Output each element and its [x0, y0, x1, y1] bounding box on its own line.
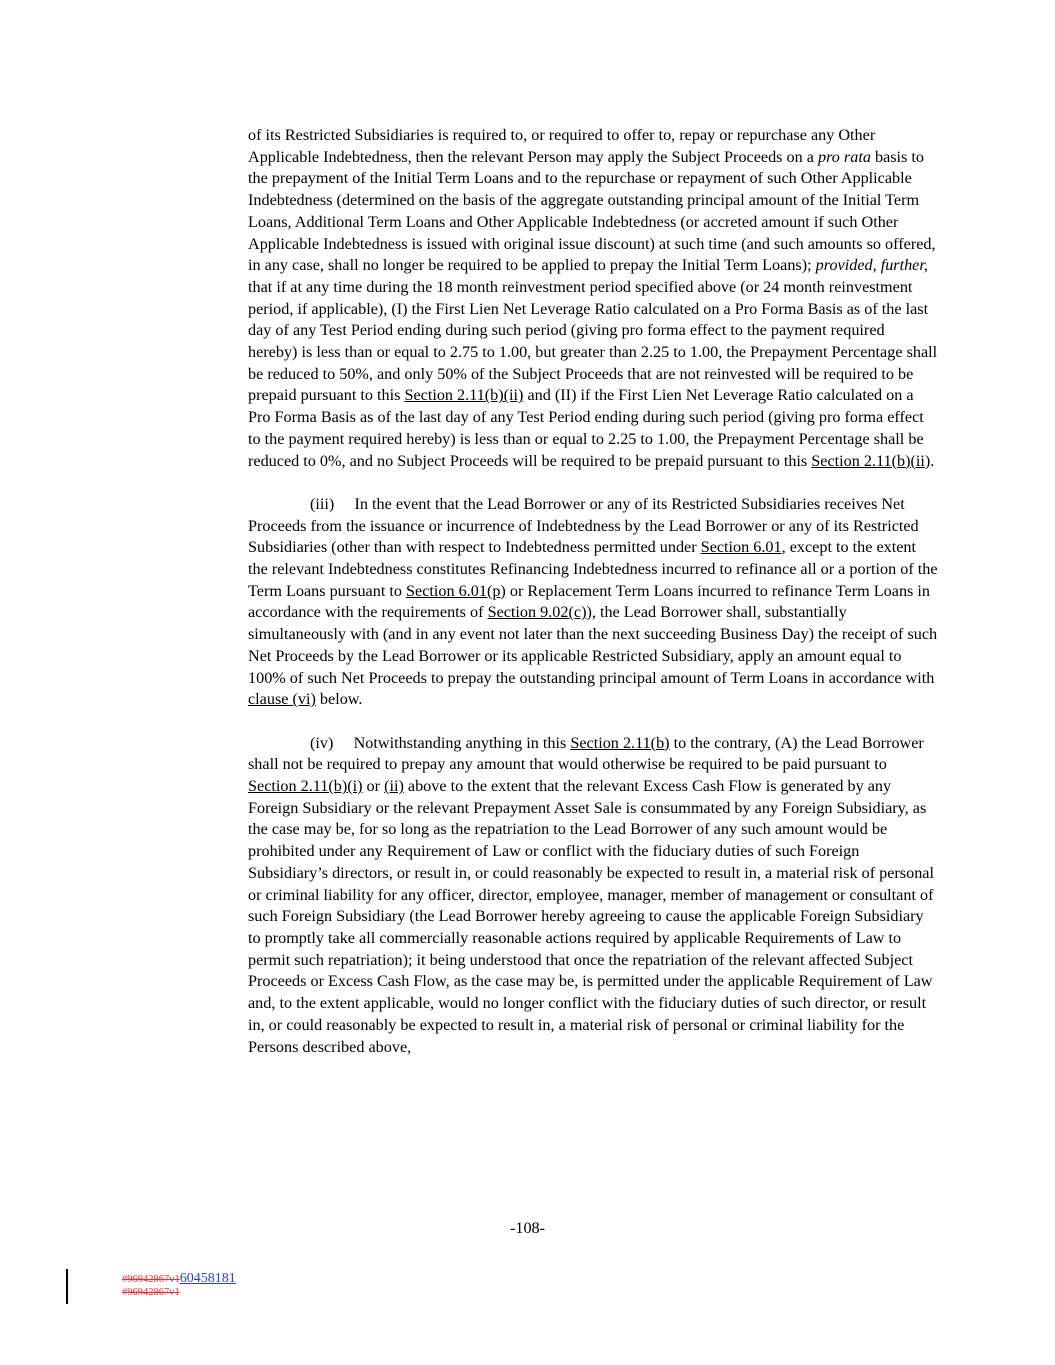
- section-reference: Section 2.11(b)(ii): [811, 451, 931, 470]
- section-reference: Section 2.11(b)(ii): [404, 386, 524, 405]
- paragraph-iii: (iii) In the event that the Lead Borrower or any of its Restricted Subsidiaries receives Net Proceeds from the issuance or incurrence of Indebtedness by the Lead Borrower or any of its Restricted Subsidiaries (other than with respect to Indebtedness permitted under Section 6.01, except to the extent the relevant Indebtedness constitutes Refinancing Indebtedness incurred to refinance all or a portion of the Term Loans pursuant to Section 6.01(p) or Replacement Term Loans incurred to refinance Term Loans in accordance with the requirements of Section 9.02(c)), the Lead Borrower shall, substantially simultaneously with (and in any event not later than the next succeeding Business Day) the receipt of such Net Proceeds by the Lead Borrower or its applicable Restricted Subsidiary, apply an amount equal to 100% of such Net Proceeds to prepay the outstanding principal amount of Term Loans in accordance with clause (vi) below.: [248, 494, 938, 709]
- section-reference: Section 2.11(b): [570, 733, 670, 752]
- doc-id-inserted: 60458181: [179, 1271, 236, 1286]
- clause-reference: clause (vi): [248, 690, 316, 709]
- document-body: [248, 125, 938, 1058]
- page-number: -108-: [509, 1219, 546, 1237]
- doc-id-deleted: #96942867v1: [122, 1274, 180, 1285]
- paragraph-continuation: of its Restricted Subsidiaries is required to, or required to offer to, repay or repurchase any Other Applicable Indebtedness, then the relevant Person may apply the Subject Proceeds on a pro rata basis to the prepayment of the Initial Term Loans and to the repurchase or repayment of such Other Applicable Indebtedness (determined on the basis of the aggregate outstanding principal amount of the Initial Term Loans, Additional Term Loans and Other Applicable Indebtedness (or accreted amount if such Other Applicable Indebtedness is issued with original issue discount) at such time (and such amounts so offered, in any case, shall no longer be required to be applied to prepay the Initial Term Loans); provided, further, that if at any time during the 18 month reinvestment period specified above (or 24 month reinvestment period, if applicable), (I) the First Lien Net Leverage Ratio calculated on a Pro Forma Basis as of the last day of any Test Period ending during such period (giving pro forma effect to the payment required hereby) is less than or equal to 2.75 to 1.00, but greater than 2.25 to 1.00, the Prepayment Percentage shall be reduced to 50%, and only 50% of the Subject Proceeds that are not reinvested will be required to be prepaid pursuant to this Section 2.11(b)(ii) and (II) if the First Lien Net Leverage Ratio calculated on a Pro Forma Basis as of the last day of any Test Period ending during such period (giving pro forma effect to the payment required hereby) is less than or equal to 2.25 to 1.00, the Prepayment Percentage shall be reduced to 0%, and no Subject Proceeds will be required to be prepaid pursuant to this Section 2.11(b)(ii).: [248, 126, 938, 470]
- change-bar: [66, 1269, 68, 1304]
- doc-id-deleted-2: #96942867v1: [122, 1287, 180, 1298]
- section-reference: Section 6.01: [700, 538, 782, 557]
- section-reference: Section 6.01(p): [406, 581, 506, 600]
- document-id: [122, 1272, 236, 1299]
- section-reference: Section 2.11(b)(i): [248, 777, 363, 796]
- section-reference: (ii): [384, 777, 404, 796]
- section-reference: Section 9.02(c): [487, 603, 587, 622]
- paragraph-iv: (iv) Notwithstanding anything in this Section 2.11(b) to the contrary, (A) the Lead Borrower shall not be required to prepay any amount that would otherwise be required to be paid pursuant to Section 2.11(b)(i) or (ii) above to the extent that the relevant Excess Cash Flow is generated by any Foreign Subsidiary or the relevant Prepayment Asset Sale is consummated by any Foreign Subsidiary, as the case may be, for so long as the repatriation to the Lead Borrower of any such amount would be prohibited under any Requirement of Law or conflict with the fiduciary duties of such Foreign Subsidiary’s directors, or result in, or could reasonably be expected to result in, a material risk of personal or criminal liability for any officer, director, employee, manager, member of management or consultant of such Foreign Subsidiary (the Lead Borrower hereby agreeing to cause the applicable Foreign Subsidiary to promptly take all commercially reasonable actions required by applicable Requirements of Law to permit such repatriation); it being understood that once the repatriation of the relevant affected Subject Proceeds or Excess Cash Flow, as the case may be, is permitted under the applicable Requirement of Law and, to the extent applicable, would no longer conflict with the fiduciary duties of such director, or result in, or could reasonably be expected to result in, a material risk of personal or criminal liability for the Persons described above,: [248, 733, 934, 1056]
